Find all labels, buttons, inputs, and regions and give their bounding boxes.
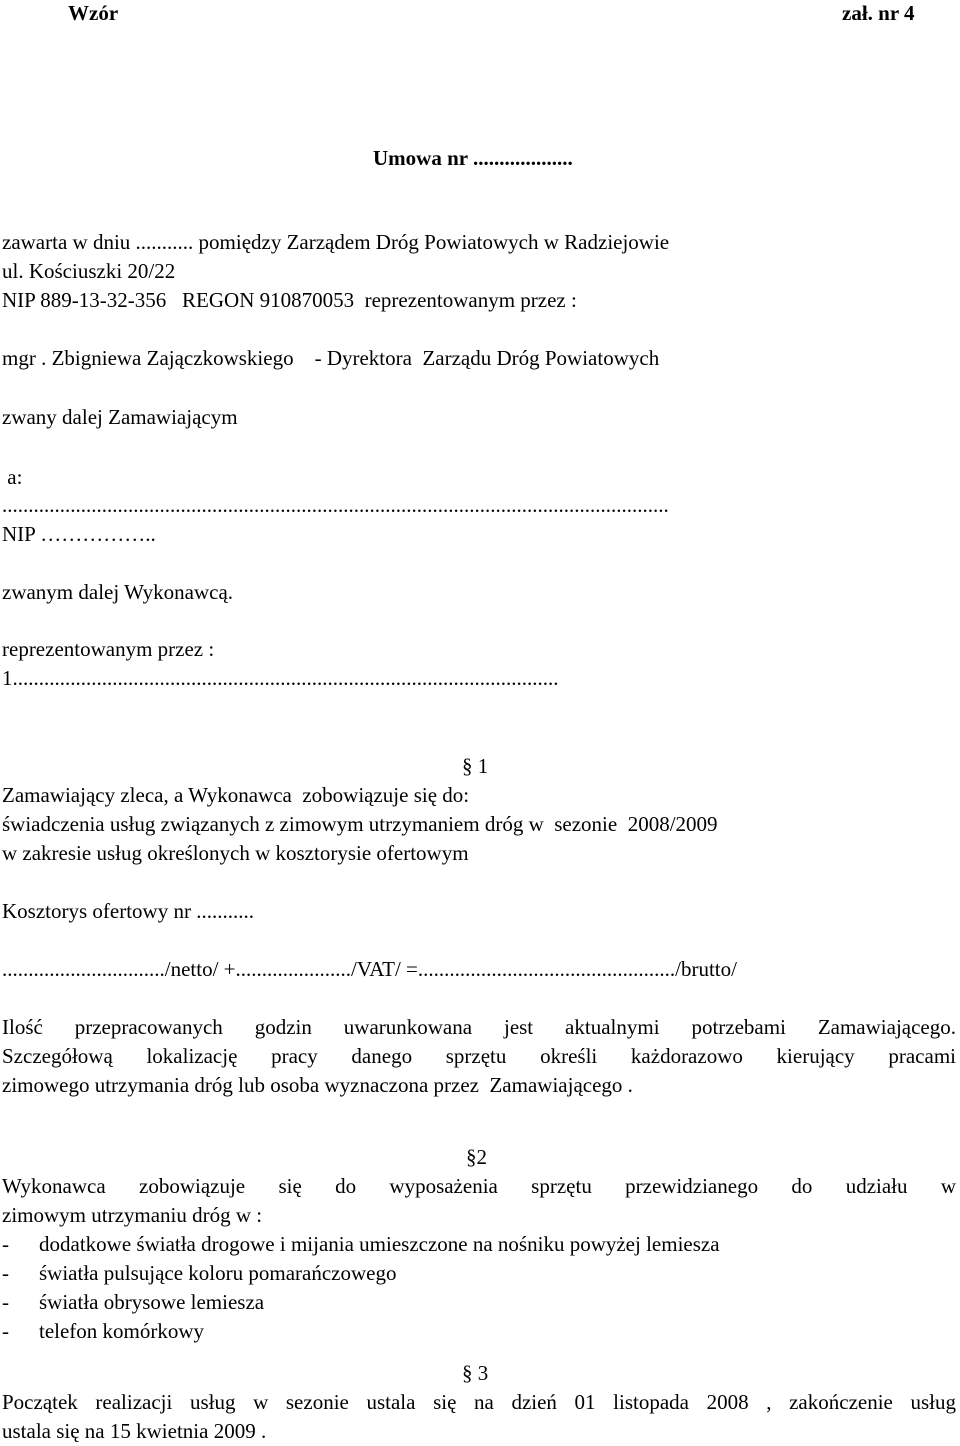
attachment-number: zał. nr 4 bbox=[842, 1, 915, 25]
section-1-line-3: w zakresie usług określonych w kosztorysie ofertowym bbox=[2, 841, 469, 865]
list-item-text: telefon komórkowy bbox=[39, 1319, 205, 1343]
doc-template-label: Wzór bbox=[68, 1, 119, 25]
list-dash: - bbox=[2, 1232, 9, 1256]
contractor-called: zwanym dalej Wykonawcą. bbox=[2, 580, 234, 604]
list-dash: - bbox=[2, 1319, 9, 1343]
equipment-list-item bbox=[2, 1230, 720, 1259]
price-line: .............................../netto/ +....................../VAT/ =................................................./brutto/ bbox=[2, 957, 737, 981]
contract-title: Umowa nr ................... bbox=[373, 146, 573, 170]
section-3-line-2: ustala się na 15 kwietnia 2009 . bbox=[2, 1419, 267, 1443]
contractor-label: a: bbox=[2, 465, 23, 489]
section-1-paragraph-line-3: zimowego utrzymania dróg lub osoba wyznaczona przez Zamawiającego . bbox=[2, 1073, 633, 1097]
equipment-list-item bbox=[2, 1288, 264, 1317]
contractor-nip: NIP …………….. bbox=[2, 522, 156, 546]
section-2-line-1: Wykonawca zobowiązuje się do wyposażenia sprzętu przewidzianego do udziału w bbox=[2, 1174, 956, 1198]
list-dash: - bbox=[2, 1290, 9, 1314]
intro-line-2: ul. Kościuszki 20/22 bbox=[2, 259, 176, 283]
intro-line-5: zwany dalej Zamawiającym bbox=[2, 405, 238, 429]
contractor-name-field: ............................................................................................................................... bbox=[2, 493, 669, 517]
list-item-text: światła obrysowe lemiesza bbox=[39, 1290, 265, 1314]
section-1-heading: § 1 bbox=[462, 754, 489, 778]
list-item-text: dodatkowe światła drogowe i mijania umieszczone na nośniku powyżej lemiesza bbox=[39, 1232, 720, 1256]
intro-line-3: NIP 889-13-32-356 REGON 910870053 reprezentowanym przez : bbox=[2, 288, 577, 312]
section-1-line-2: świadczenia usług związanych z zimowym utrzymaniem dróg w sezonie 2008/2009 bbox=[2, 812, 718, 836]
section-1-paragraph-line-1: Ilość przepracowanych godzin uwarunkowana jest aktualnymi potrzebami Zamawiającego. bbox=[2, 1015, 956, 1039]
section-3-line-1: Początek realizacji usług w sezonie ustala się na dzień 01 listopada 2008 , zakończenie usług bbox=[2, 1390, 956, 1414]
section-1-paragraph-line-2: Szczegółową lokalizację pracy danego sprzętu określi każdorazowo kierujący pracami bbox=[2, 1044, 956, 1068]
section-3-heading: § 3 bbox=[462, 1361, 489, 1385]
equipment-list-item bbox=[2, 1317, 204, 1346]
equipment-list-item bbox=[2, 1259, 396, 1288]
intro-line-4: mgr . Zbigniewa Zajączkowskiego - Dyrektora Zarządu Dróg Powiatowych bbox=[2, 346, 660, 370]
contractor-represented: reprezentowanym przez : bbox=[2, 637, 215, 661]
section-2-line-2: zimowym utrzymaniu dróg w : bbox=[2, 1203, 263, 1227]
list-dash: - bbox=[2, 1261, 9, 1285]
cost-estimate-number: Kosztorys ofertowy nr ........... bbox=[2, 899, 254, 923]
contractor-representative-1: 1........................................................................................................ bbox=[2, 666, 559, 690]
section-2-heading: §2 bbox=[466, 1145, 487, 1169]
list-item-text: światła pulsujące koloru pomarańczowego bbox=[39, 1261, 397, 1285]
section-1-line-1: Zamawiający zleca, a Wykonawca zobowiązuje się do: bbox=[2, 783, 470, 807]
intro-line-1: zawarta w dniu ........... pomiędzy Zarządem Dróg Powiatowych w Radziejowie bbox=[2, 230, 670, 254]
